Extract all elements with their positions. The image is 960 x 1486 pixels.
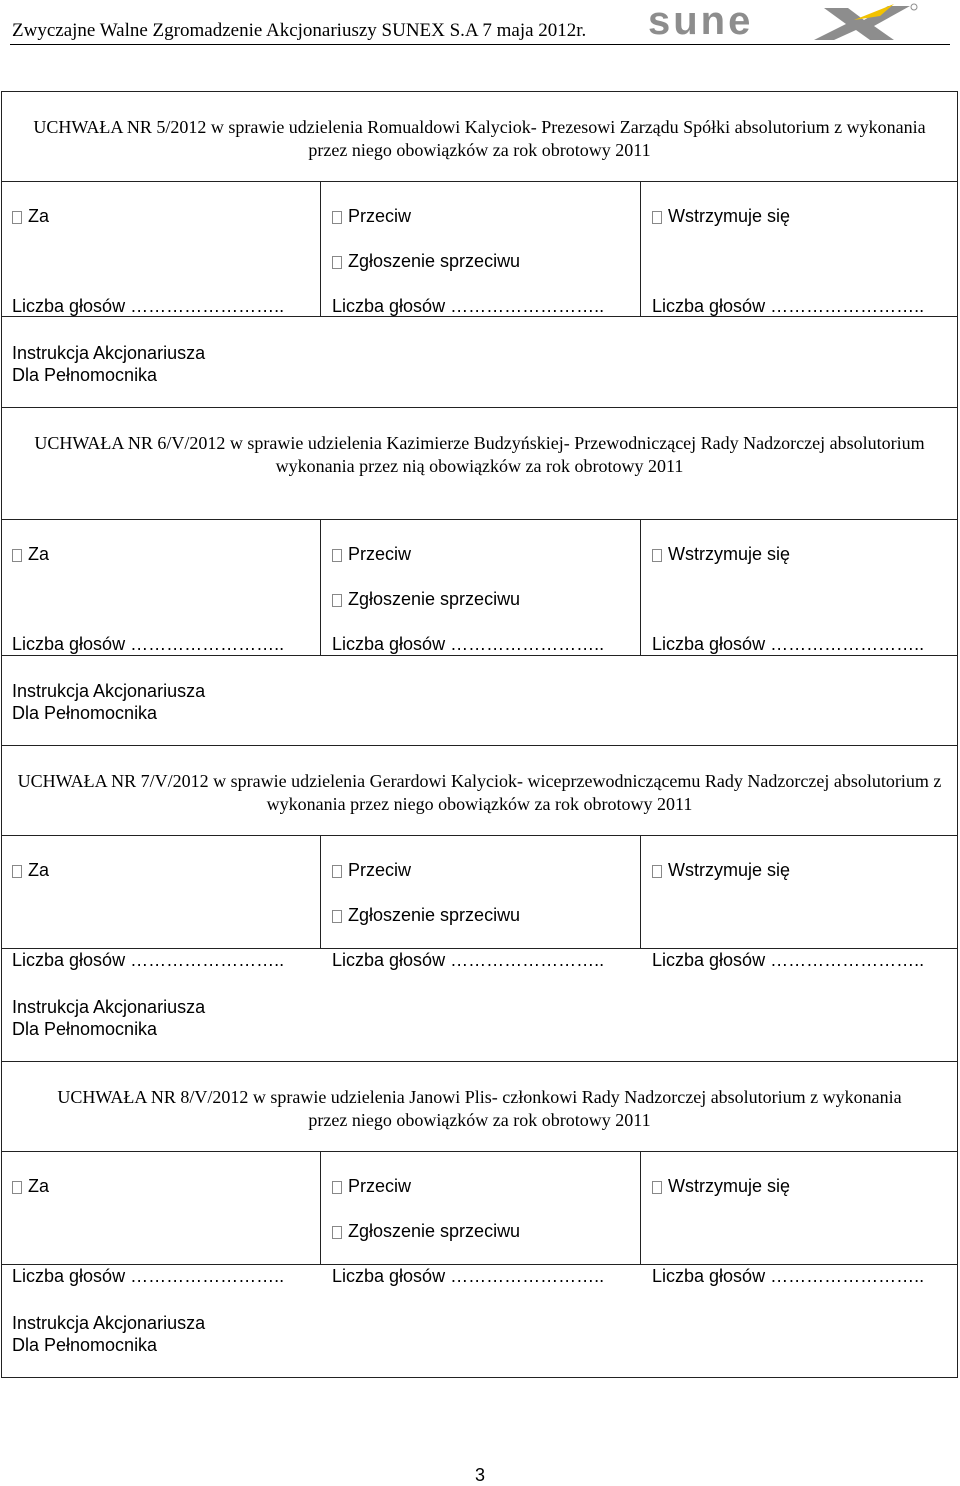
vote-count-against[interactable]: Liczba głosów ……………………..: [332, 950, 605, 970]
checkbox-icon[interactable]: [652, 865, 662, 878]
divider: [2, 519, 957, 520]
page-number: 3: [474, 1465, 485, 1485]
resolution-title: UCHWAŁA NR 6/V/2012 w sprawie udzielenia Kazimierze Budzyńskiej- Przewodniczącej Rady Nadzorczej absolutorium wykonania przez nią obowiązków za rok obrotowy 2011: [34, 433, 925, 476]
instruction-label: Instrukcja Akcjonariusza: [12, 343, 206, 363]
vote-count-for[interactable]: Liczba głosów ……………………..: [12, 634, 285, 654]
resolution-title: UCHWAŁA NR 8/V/2012 w sprawie udzielenia Janowi Plis- członkowi Rady Nadzorczej absolutorium z wykonania przez niego obowiązków za rok obrotowy 2011: [57, 1087, 902, 1130]
checkbox-icon[interactable]: [12, 549, 22, 562]
header-divider: [10, 44, 950, 45]
vote-against-option[interactable]: Przeciw: [332, 206, 411, 227]
shareholder-instruction: [12, 996, 205, 1040]
divider: [2, 1151, 957, 1152]
column-divider: [640, 1151, 641, 1264]
page-header: [10, 0, 950, 46]
resolution-block-6: [1, 407, 958, 746]
column-divider: [640, 519, 641, 655]
checkbox-icon[interactable]: [12, 211, 22, 224]
divider: [2, 655, 957, 656]
divider: [2, 316, 957, 317]
vote-count-abstain[interactable]: Liczba głosów ……………………..: [652, 1266, 925, 1286]
checkbox-icon[interactable]: [332, 211, 342, 224]
resolution-block-8: [1, 1061, 958, 1378]
instruction-label: Instrukcja Akcjonariusza: [12, 997, 206, 1017]
resolution-block-5: [1, 91, 958, 408]
vote-for-option[interactable]: Za: [12, 860, 49, 881]
column-divider: [320, 181, 321, 316]
checkbox-icon[interactable]: [332, 910, 342, 923]
shareholder-instruction: [12, 342, 205, 386]
vote-count-against[interactable]: Liczba głosów ……………………..: [332, 296, 605, 316]
divider: [2, 835, 957, 836]
checkbox-icon[interactable]: [332, 1181, 342, 1194]
vote-against-option[interactable]: Przeciw: [332, 544, 411, 565]
checkbox-icon[interactable]: [652, 211, 662, 224]
vote-abstain-option[interactable]: Wstrzymuje się: [652, 544, 790, 565]
vote-for-option[interactable]: Za: [12, 1176, 49, 1197]
column-divider: [640, 835, 641, 948]
checkbox-icon[interactable]: [12, 1181, 22, 1194]
sunex-logo: [648, 2, 920, 42]
checkbox-icon[interactable]: [12, 865, 22, 878]
shareholder-instruction: [12, 680, 205, 724]
column-divider: [320, 1151, 321, 1264]
vote-against-option[interactable]: Przeciw: [332, 860, 411, 881]
instruction-label: Instrukcja Akcjonariusza: [12, 1313, 206, 1333]
vote-count-for[interactable]: Liczba głosów ……………………..: [12, 1266, 285, 1286]
vote-count-for[interactable]: Liczba głosów ……………………..: [12, 296, 285, 316]
vote-for-option[interactable]: Za: [12, 544, 49, 565]
column-divider: [320, 835, 321, 948]
vote-against-option[interactable]: Przeciw: [332, 1176, 411, 1197]
checkbox-icon[interactable]: [332, 594, 342, 607]
vote-count-abstain[interactable]: Liczba głosów ……………………..: [652, 296, 925, 316]
svg-text:sune: sune: [648, 2, 754, 42]
checkbox-icon[interactable]: [652, 1181, 662, 1194]
vote-count-against[interactable]: Liczba głosów ……………………..: [332, 634, 605, 654]
divider: [2, 948, 957, 949]
resolution-title: UCHWAŁA NR 7/V/2012 w sprawie udzielenia Gerardowi Kalyciok- wiceprzewodniczącemu Rady Nadzorczej absolutorium z wykonania przez niego obowiązków za rok obrotowy 2011: [17, 771, 942, 814]
instruction-label: Instrukcja Akcjonariusza: [12, 681, 206, 701]
proxy-label: Dla Pełnomocnika: [12, 703, 158, 723]
divider: [2, 1264, 957, 1265]
shareholder-instruction: [12, 1312, 205, 1356]
proxy-label: Dla Pełnomocnika: [12, 1019, 158, 1039]
vote-count-abstain[interactable]: Liczba głosów ……………………..: [652, 634, 925, 654]
checkbox-icon[interactable]: [332, 1226, 342, 1239]
vote-abstain-option[interactable]: Wstrzymuje się: [652, 1176, 790, 1197]
column-divider: [640, 181, 641, 316]
vote-count-for[interactable]: Liczba głosów ……………………..: [12, 950, 285, 970]
vote-abstain-option[interactable]: Wstrzymuje się: [652, 860, 790, 881]
resolution-block-7: [1, 745, 958, 1062]
proxy-label: Dla Pełnomocnika: [12, 365, 158, 385]
column-divider: [320, 519, 321, 655]
divider: [2, 181, 957, 182]
vote-abstain-option[interactable]: Wstrzymuje się: [652, 206, 790, 227]
vote-for-option[interactable]: Za: [12, 206, 49, 227]
checkbox-icon[interactable]: [332, 865, 342, 878]
checkbox-icon[interactable]: [652, 549, 662, 562]
vote-count-against[interactable]: Liczba głosów ……………………..: [332, 1266, 605, 1286]
vote-count-abstain[interactable]: Liczba głosów ……………………..: [652, 950, 925, 970]
objection-option[interactable]: Zgłoszenie sprzeciwu: [332, 251, 520, 272]
header-title: Zwyczajne Walne Zgromadzenie Akcjonariuszy SUNEX S.A 7 maja 2012r.: [12, 20, 587, 41]
objection-option[interactable]: Zgłoszenie sprzeciwu: [332, 589, 520, 610]
objection-option[interactable]: Zgłoszenie sprzeciwu: [332, 1221, 520, 1242]
resolution-title: UCHWAŁA NR 5/2012 w sprawie udzielenia Romualdowi Kalyciok- Prezesowi Zarządu Spółki absolutorium z wykonania przez niego obowiązków za rok obrotowy 2011: [33, 117, 926, 160]
checkbox-icon[interactable]: [332, 549, 342, 562]
checkbox-icon[interactable]: [332, 256, 342, 269]
objection-option[interactable]: Zgłoszenie sprzeciwu: [332, 905, 520, 926]
proxy-label: Dla Pełnomocnika: [12, 1335, 158, 1355]
